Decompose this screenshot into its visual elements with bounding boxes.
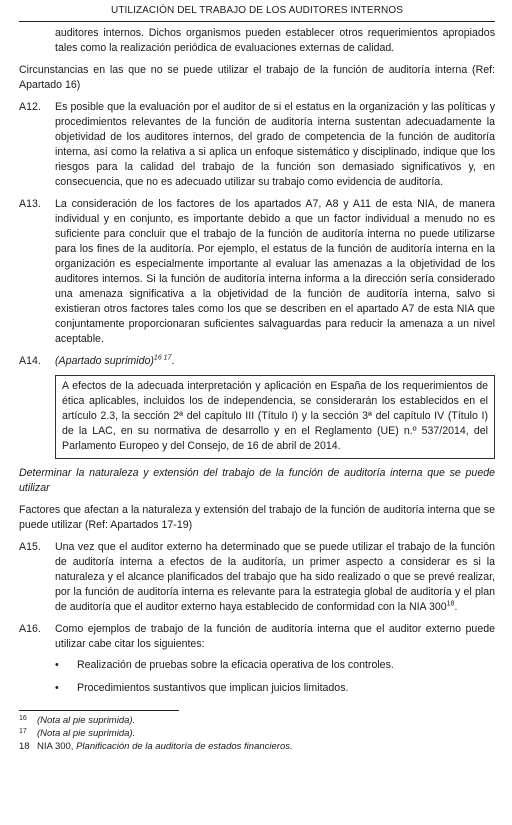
list-item-text: Procedimientos sustantivos que implican juicios limitados.	[77, 682, 349, 694]
paragraph-text: Es posible que la evaluación por el auditor de si el estatus en la organización y las políticas y procedimientos relevantes de la función de auditoría interna sustentan adecuadamente la objetividad de los auditores internos, del grado de competencia de la función de auditoría interna, así como la relativa a si aplica un enfoque sistemático y disciplinado, indique que los riesgos para la calidad del trabajo de la función son demasiado significativos y, en consecuencia, que no es adecuado utilizar su trabajo como evidencia de auditoría.	[55, 101, 495, 188]
paragraph-a13	[19, 197, 495, 347]
paragraph-number: A14.	[19, 355, 41, 367]
paragraph-a15	[19, 540, 495, 615]
footnote-ref: 16 17	[153, 354, 172, 362]
footnote-18	[19, 740, 495, 753]
paragraph-text	[55, 540, 495, 615]
paragraph-number: A13.	[19, 198, 41, 210]
footnote-number: 16	[19, 715, 27, 722]
footnote-text: (Nota al pie suprimida).	[37, 715, 136, 726]
footnote-title: Planificación de la auditoría de estados financieros.	[76, 741, 293, 752]
footnotes	[19, 714, 495, 753]
paragraph-text: Como ejemplos de trabajo de la función de auditoría interna que el auditor externo puede utilizar cabe citar los siguientes:	[55, 623, 495, 650]
footnote-divider	[19, 710, 179, 711]
section-heading-circumstances: Circunstancias en las que no se puede utilizar el trabajo de la función de auditoría interna (Ref: Apartado 16)	[19, 64, 495, 91]
paragraph-a14	[19, 354, 495, 369]
footnote-17	[19, 727, 495, 740]
paragraph-a12	[19, 100, 495, 190]
bullet-icon: •	[55, 682, 59, 694]
footnote-16	[19, 714, 495, 727]
subheading-factors: Factores que afectan a la naturaleza y extensión del trabajo de la función de auditoría interna que se puede utilizar (Ref: Apartados 17-19)	[19, 504, 495, 531]
footnote-text	[37, 740, 293, 753]
examples-list	[55, 658, 495, 696]
footnote-number: 17	[19, 728, 27, 735]
continuation-text: auditores internos. Dichos organismos pueden establecer otros requerimientos apropiados tales como la realización periódica de evaluaciones externas de calidad.	[55, 27, 495, 54]
paragraph-number: A12.	[19, 101, 41, 113]
paragraph-number: A16.	[19, 623, 41, 635]
paragraph-a16	[19, 622, 495, 652]
paragraph-text: La consideración de los factores de los apartados A7, A8 y A11 de esta NIA, de manera individual y en conjunto, es importante debido a que un factor individual a menudo no es suficiente para concluir que el trabajo de la función de auditoría interna no puede utilizarse para los fines de la auditoría. Por ejemplo, el estatus de la función de auditoría interna en la organización es especialmente importante al evaluar las amenazas a la objetividad de los auditores internos. Si la función de auditoría interna informa a la dirección sería considerado una amenaza significativa a la objetividad de la función de auditoría interna, salvo si existieran otros factores tales como los que se describen en el apartado A7 de esta NIA que conjuntamente proporcionaran suficientes salvaguardas para reducir la amenaza a un nivel aceptable.	[55, 198, 495, 345]
footnote-text: (Nota al pie suprimida).	[37, 728, 136, 739]
footnote-number: 18	[19, 741, 30, 752]
paragraph-text	[55, 354, 495, 369]
suppressed-note: (Apartado suprimido)	[55, 355, 154, 367]
spain-interpretation-box: A efectos de la adecuada interpretación y aplicación en España de los requerimientos de ética aplicables, incluidos los de independencia, se considerarán los establecidos en el artículo 2.3, la sección 2ª del capítulo III (Título I) y la sección 3ª del capítulo IV (Título I) de la LAC, en su normativa de desarrollo y en el Reglamento (UE) n.º 537/2014, del Parlamento Europeo y del Consejo, de 16 de abril de 2014.	[55, 375, 495, 459]
footnote-prefix: NIA 300,	[37, 741, 77, 752]
document-page	[19, 0, 495, 753]
bullet-icon: •	[55, 659, 59, 671]
section-heading-nature-extent: Determinar la naturaleza y extensión del trabajo de la función de auditoría interna que se puede utilizar	[19, 467, 495, 494]
list-item	[55, 681, 495, 696]
running-header	[19, 3, 495, 22]
list-item	[55, 658, 495, 673]
period: .	[171, 355, 175, 367]
period: .	[454, 601, 458, 613]
paragraph-body: Una vez que el auditor externo ha determinado que se puede utilizar el trabajo de la función de auditoría interna a efectos de la auditoría, un primer aspecto a considerar es si la naturaleza y el alcance planificados del trabajo que ha sido realizado o que se prevé realizar, por la función de auditoría interna es relevante para la estrategia global de auditoría y el plan de auditoría que el auditor externo haya establecido de conformidad con la NIA 300	[55, 541, 495, 613]
paragraph-number: A15.	[19, 541, 41, 553]
header-title: UTILIZACIÓN DEL TRABAJO DE LOS AUDITORES INTERNOS	[111, 5, 403, 16]
list-item-text: Realización de pruebas sobre la eficacia operativa de los controles.	[77, 659, 394, 671]
footnote-ref: 18	[446, 600, 455, 608]
